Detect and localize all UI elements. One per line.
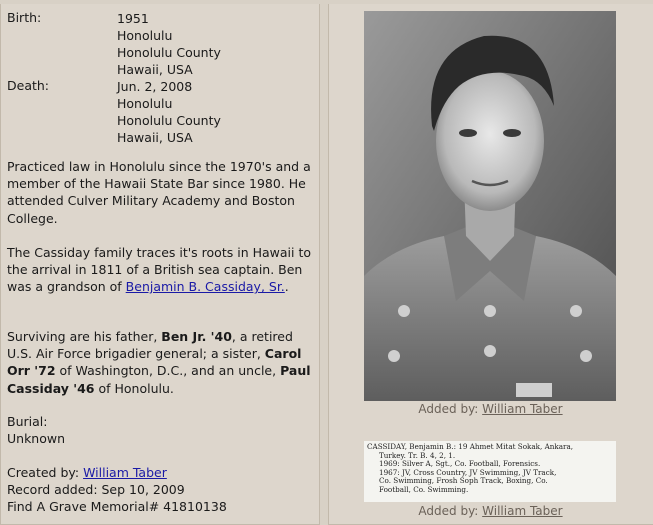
created-by-row [7, 464, 317, 481]
bio-paragraph-2 [7, 244, 317, 296]
burial-section [7, 413, 317, 447]
death-date: Jun. 2, 2008 [117, 79, 193, 94]
burial-label: Burial: [7, 414, 48, 429]
death-label: Death: [7, 78, 50, 93]
bio-text-3-g: of Honolulu. [94, 380, 174, 396]
creator-link[interactable]: William Taber [83, 465, 167, 480]
grandfather-link[interactable]: Benjamin B. Cassiday, Sr. [125, 279, 285, 295]
father-name: Ben Jr. '40 [161, 329, 232, 344]
death-county: Honolulu County [117, 113, 221, 128]
death-value [117, 78, 221, 146]
bio-text-3-a: Surviving are his father, [7, 329, 162, 344]
yearbook-clipping[interactable] [364, 441, 616, 502]
portrait-photo[interactable] [364, 11, 616, 401]
portrait-caption [328, 402, 653, 416]
record-info [7, 464, 317, 515]
portrait-contributor-link[interactable]: William Taber [482, 402, 563, 416]
record-added: Record added: Sep 10, 2009 [7, 482, 185, 497]
birth-date: 1951 [117, 11, 149, 26]
clip-line-1: CASSIDAY, Benjamin B.: 19 Ahmet Mitat Sokak, Ankara, [367, 442, 574, 451]
clip-line-6: Football, Co. Swimming. [379, 484, 469, 494]
clip-line-2: Turkey. Tr. B. 4, 2, 1. [379, 450, 456, 460]
created-by-label: Created by: [7, 465, 84, 480]
birth-label: Birth: [7, 10, 42, 25]
clip-line-4: 1967: JV, Cross Country, JV Swimming, JV Track, [379, 467, 557, 477]
bio-text-2 [7, 244, 317, 296]
bio-paragraph-1 [7, 158, 317, 227]
clipping-caption-label: Added by: [418, 504, 483, 518]
clipping-contributor-link[interactable]: William Taber [482, 504, 563, 518]
clipping-caption [328, 504, 653, 518]
birth-value [117, 10, 221, 78]
bio-text-3-c: , a retired U.S. Air Force brigadier general; a sister, [7, 329, 293, 362]
clip-line-5: Co. Swimming, Frosh Soph Track, Boxing, Co. [379, 476, 548, 486]
bio-text-3 [7, 328, 317, 397]
bio-text-3-e: of Washington, D.C., and an uncle, [55, 363, 281, 379]
uncle-name: Paul Cassiday '46 [7, 363, 311, 396]
death-state: Hawaii, USA [117, 130, 193, 145]
bio-text-1: Practiced law in Honolulu since the 1970's and a member of the Hawaii State Bar since 1980. He attended Culver Military Academy and Boston College. [7, 159, 311, 226]
birth-county: Honolulu County [117, 45, 221, 60]
bio-paragraph-3 [7, 328, 317, 397]
death-city: Honolulu [117, 96, 173, 111]
portrait-caption-label: Added by: [418, 402, 483, 416]
memorial-number: Find A Grave Memorial# 41810138 [7, 499, 227, 514]
birth-city: Honolulu [117, 28, 173, 43]
portrait-image [364, 11, 616, 401]
birth-state: Hawaii, USA [117, 62, 193, 77]
bio-text-2-main: The Cassiday family traces it's roots in Hawaii to the arrival in 1811 of a British sea captain. Ben was a grandson of [7, 245, 311, 295]
bio-text-2-end: . [284, 279, 289, 295]
clip-line-3: 1969: Silver A, Sgt., Co. Football, Forensics. [379, 459, 541, 469]
burial-value: Unknown [7, 431, 66, 446]
sister-name: Carol Orr '72 [7, 346, 302, 379]
